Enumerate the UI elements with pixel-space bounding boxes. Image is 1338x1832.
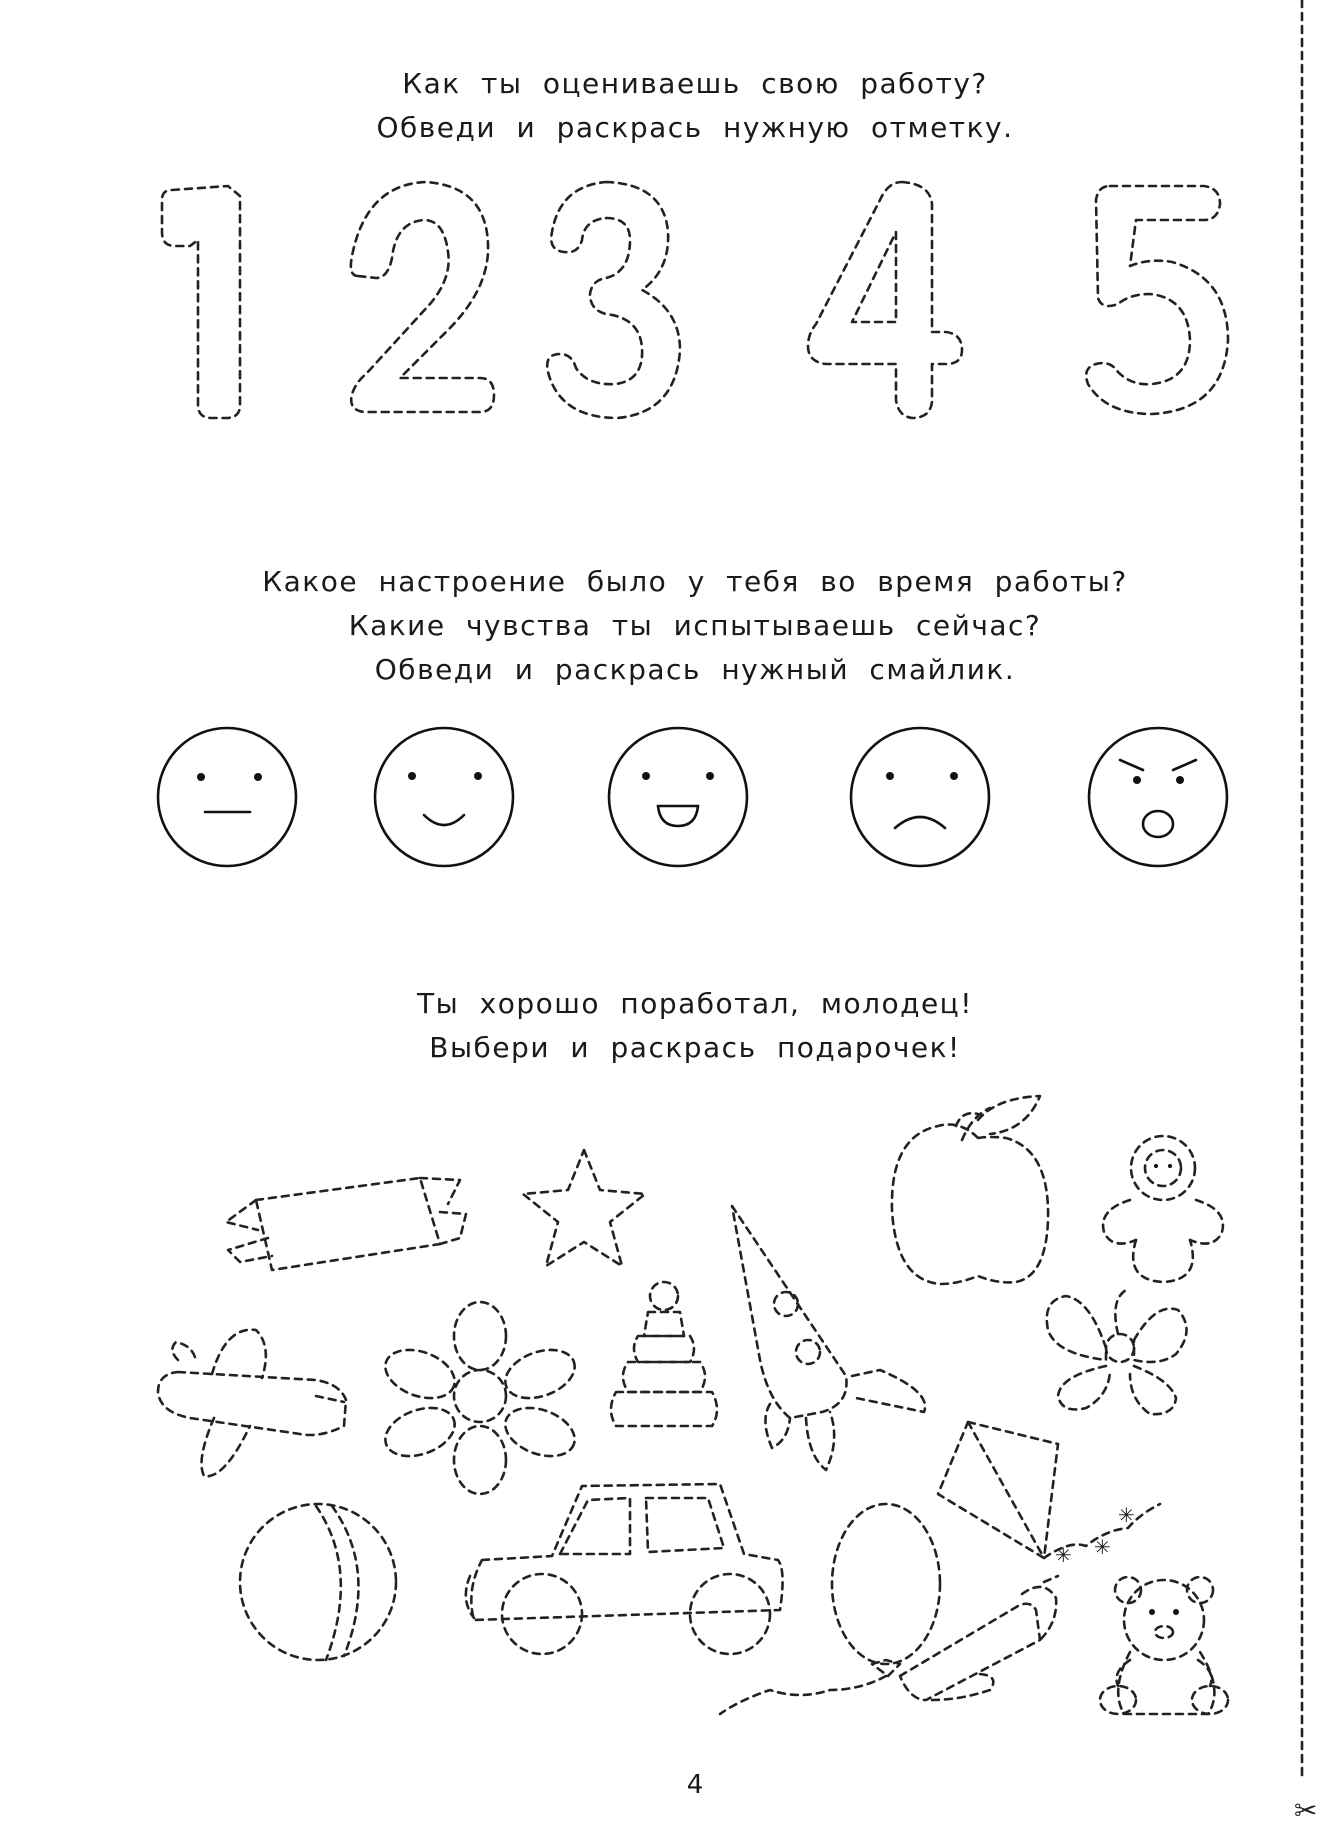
gift-roly-poly-doll[interactable] <box>1103 1136 1223 1282</box>
gift-instruction: Выбери и раскрась подарочек! <box>429 1031 961 1064</box>
smiley-smiling[interactable] <box>375 728 513 866</box>
gift-apple[interactable] <box>892 1096 1048 1284</box>
smiley-angry[interactable] <box>1089 728 1227 866</box>
page-number: 4 <box>686 1770 704 1800</box>
gift-airplane[interactable] <box>158 1330 346 1477</box>
praise-text: Ты хорошо поработал, молодец! <box>417 987 973 1020</box>
grade-option-3[interactable] <box>547 182 680 418</box>
gift-flower[interactable] <box>379 1302 582 1494</box>
mood-question-2: Какие чувства ты испытываешь сейчас? <box>348 609 1042 642</box>
gift-teddy-bear[interactable] <box>1100 1577 1228 1714</box>
gift-kite[interactable] <box>938 1422 1160 1567</box>
grade-option-1[interactable] <box>162 186 240 418</box>
grade-option-2[interactable] <box>351 182 494 412</box>
gift-candy[interactable] <box>226 1178 466 1270</box>
grade-instruction: Обведи и раскрась нужную отметку. <box>376 111 1014 144</box>
gift-car[interactable] <box>466 1484 783 1654</box>
gift-balloon[interactable] <box>720 1504 940 1714</box>
mood-question-1: Какое настроение было у тебя во время работы? <box>262 565 1128 598</box>
smiley-neutral[interactable] <box>158 728 296 866</box>
grade-option-5[interactable] <box>1086 186 1228 414</box>
svg-text:✳: ✳ <box>1055 1543 1072 1567</box>
gift-butterfly[interactable] <box>1047 1290 1187 1414</box>
scissors-icon: ✂ <box>1294 1794 1318 1827</box>
gift-trumpet[interactable] <box>900 1576 1058 1700</box>
grade-question: Как ты оцениваешь свою работу? <box>402 67 988 100</box>
smiley-sad[interactable] <box>851 728 989 866</box>
mood-instruction: Обведи и раскрась нужный смайлик. <box>374 653 1016 686</box>
smiley-laughing[interactable] <box>609 728 747 866</box>
svg-text:✳: ✳ <box>1118 1503 1135 1527</box>
gift-rocket[interactable] <box>732 1206 925 1470</box>
gift-pyramid-toy[interactable] <box>611 1282 717 1426</box>
gift-ball[interactable] <box>240 1504 396 1660</box>
svg-text:✳: ✳ <box>1094 1535 1111 1559</box>
gift-star[interactable] <box>523 1150 645 1266</box>
grade-option-4[interactable] <box>808 182 962 418</box>
